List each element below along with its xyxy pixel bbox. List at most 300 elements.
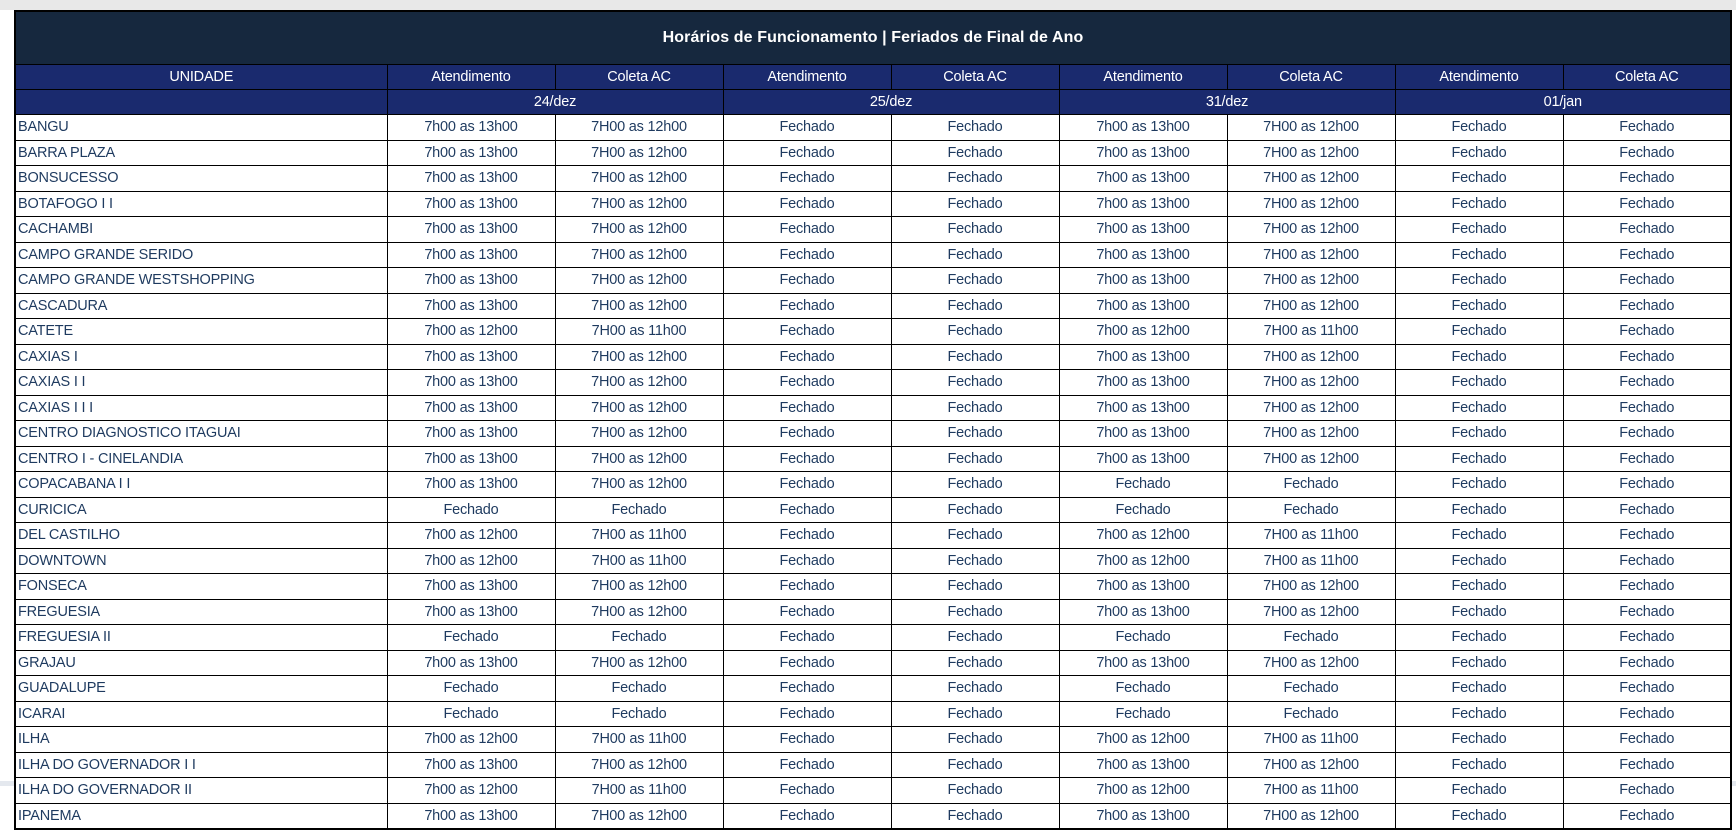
column-header-coleta-ac: Coleta AC [1563,65,1731,90]
hours-cell: Fechado [1395,344,1563,370]
hours-cell: Fechado [891,497,1059,523]
hours-cell: 7h00 as 13h00 [1059,803,1227,829]
hours-cell: 7H00 as 12h00 [555,268,723,294]
table-row [15,166,1731,192]
column-header-row [15,65,1731,90]
hours-cell: 7h00 as 13h00 [1059,650,1227,676]
hours-cell: Fechado [891,727,1059,753]
hours-cell: 7h00 as 12h00 [387,319,555,345]
hours-cell: Fechado [723,191,891,217]
hours-cell: 7H00 as 11h00 [1227,727,1395,753]
hours-cell: Fechado [1395,395,1563,421]
hours-cell: Fechado [891,574,1059,600]
hours-cell: 7h00 as 13h00 [387,599,555,625]
hours-cell: 7H00 as 12h00 [1227,217,1395,243]
hours-cell: Fechado [723,803,891,829]
hours-cell: 7H00 as 12h00 [555,752,723,778]
hours-cell: 7h00 as 12h00 [1059,727,1227,753]
hours-cell: Fechado [1227,625,1395,651]
hours-cell: 7h00 as 13h00 [387,166,555,192]
hours-cell: 7H00 as 12h00 [555,242,723,268]
hours-cell: Fechado [1563,676,1731,702]
hours-cell: Fechado [891,319,1059,345]
hours-cell: Fechado [1563,191,1731,217]
hours-cell: 7H00 as 12h00 [555,370,723,396]
date-group-label: 31/dez [1059,90,1395,115]
hours-cell: 7H00 as 12h00 [555,472,723,498]
hours-cell: Fechado [723,752,891,778]
hours-cell: Fechado [1395,421,1563,447]
table-row [15,217,1731,243]
hours-cell: Fechado [1563,778,1731,804]
table-row [15,650,1731,676]
hours-cell: Fechado [387,625,555,651]
hours-cell: Fechado [1563,803,1731,829]
hours-cell: Fechado [1395,370,1563,396]
table-row [15,676,1731,702]
hours-cell: 7H00 as 12h00 [1227,191,1395,217]
hours-cell: 7H00 as 12h00 [1227,370,1395,396]
hours-cell: Fechado [1395,676,1563,702]
hours-cell: Fechado [1563,727,1731,753]
hours-cell: Fechado [1395,242,1563,268]
table-row [15,497,1731,523]
hours-cell: 7H00 as 12h00 [1227,344,1395,370]
hours-cell: 7h00 as 12h00 [1059,778,1227,804]
hours-cell: 7h00 as 13h00 [387,268,555,294]
hours-cell: Fechado [891,395,1059,421]
hours-cell: 7H00 as 12h00 [555,166,723,192]
unit-name-cell: ILHA [15,727,387,753]
hours-cell: Fechado [1563,217,1731,243]
column-header-coleta-ac: Coleta AC [1227,65,1395,90]
column-header-atendimento: Atendimento [387,65,555,90]
hours-cell: 7h00 as 12h00 [387,727,555,753]
hours-cell: Fechado [1395,599,1563,625]
operating-hours-table [14,10,1732,830]
hours-cell: 7h00 as 12h00 [1059,319,1227,345]
table-row [15,242,1731,268]
hours-cell: 7H00 as 12h00 [555,446,723,472]
unit-name-cell: ILHA DO GOVERNADOR I I [15,752,387,778]
hours-cell: Fechado [723,778,891,804]
hours-cell: 7h00 as 13h00 [387,242,555,268]
hours-cell: 7H00 as 11h00 [1227,319,1395,345]
hours-cell: Fechado [387,497,555,523]
hours-cell: 7h00 as 13h00 [1059,574,1227,600]
hours-cell: Fechado [1227,497,1395,523]
hours-cell: Fechado [1563,548,1731,574]
unit-name-cell: CACHAMBI [15,217,387,243]
hours-cell: 7h00 as 13h00 [387,140,555,166]
table-row [15,548,1731,574]
unit-name-cell: COPACABANA I I [15,472,387,498]
unit-name-cell: CASCADURA [15,293,387,319]
hours-cell: 7h00 as 13h00 [387,446,555,472]
hours-cell: Fechado [723,599,891,625]
hours-cell: 7h00 as 13h00 [387,191,555,217]
hours-cell: Fechado [891,217,1059,243]
hours-cell: 7h00 as 13h00 [1059,217,1227,243]
hours-cell: Fechado [1395,140,1563,166]
hours-cell: 7h00 as 13h00 [387,344,555,370]
hours-cell: Fechado [1563,242,1731,268]
hours-cell: 7h00 as 13h00 [1059,370,1227,396]
hours-cell: 7h00 as 13h00 [387,395,555,421]
hours-cell: Fechado [891,370,1059,396]
table-row [15,523,1731,549]
hours-cell: 7h00 as 13h00 [387,803,555,829]
hours-cell: Fechado [1059,625,1227,651]
hours-cell: Fechado [891,676,1059,702]
date-row-spacer [15,90,387,115]
hours-cell: 7h00 as 13h00 [387,217,555,243]
hours-cell: 7H00 as 12h00 [555,293,723,319]
table-row [15,752,1731,778]
hours-cell: Fechado [723,242,891,268]
hours-cell: 7h00 as 13h00 [387,370,555,396]
hours-cell: 7H00 as 12h00 [555,803,723,829]
hours-cell: Fechado [1563,140,1731,166]
hours-cell: 7H00 as 12h00 [555,395,723,421]
hours-cell: Fechado [723,446,891,472]
hours-cell: Fechado [1563,752,1731,778]
hours-cell: 7h00 as 13h00 [1059,191,1227,217]
hours-cell: 7H00 as 12h00 [1227,293,1395,319]
hours-cell: Fechado [723,523,891,549]
hours-cell: Fechado [723,370,891,396]
hours-cell: 7h00 as 12h00 [387,523,555,549]
hours-cell: 7h00 as 12h00 [387,548,555,574]
hours-cell: 7H00 as 12h00 [1227,650,1395,676]
hours-cell: 7h00 as 13h00 [387,574,555,600]
hours-cell: Fechado [1227,676,1395,702]
table-row [15,140,1731,166]
hours-cell: Fechado [1563,319,1731,345]
date-group-label: 01/jan [1395,90,1731,115]
unit-name-cell: FREGUESIA II [15,625,387,651]
title-row [15,11,1731,65]
unit-name-cell: BANGU [15,115,387,141]
hours-cell: Fechado [1395,293,1563,319]
unit-name-cell: CAXIAS I I I [15,395,387,421]
hours-cell: Fechado [723,727,891,753]
hours-cell: Fechado [1059,676,1227,702]
hours-cell: Fechado [891,268,1059,294]
hours-cell: 7h00 as 13h00 [1059,293,1227,319]
hours-cell: Fechado [1563,370,1731,396]
hours-cell: Fechado [723,217,891,243]
hours-cell: 7h00 as 12h00 [387,778,555,804]
unit-name-cell: FREGUESIA [15,599,387,625]
table-row [15,727,1731,753]
hours-cell: 7H00 as 12h00 [1227,421,1395,447]
hours-cell: 7H00 as 11h00 [555,548,723,574]
hours-cell: 7h00 as 12h00 [1059,548,1227,574]
unit-name-cell: CAMPO GRANDE WESTSHOPPING [15,268,387,294]
hours-cell: Fechado [1395,803,1563,829]
hours-cell: Fechado [891,140,1059,166]
page-top-margin [0,0,1736,10]
hours-cell: Fechado [1563,446,1731,472]
date-group-label: 24/dez [387,90,723,115]
table-row [15,344,1731,370]
unit-name-cell: CENTRO DIAGNOSTICO ITAGUAI [15,421,387,447]
unit-name-cell: CENTRO I - CINELANDIA [15,446,387,472]
hours-cell: 7h00 as 13h00 [387,650,555,676]
hours-cell: 7h00 as 13h00 [1059,752,1227,778]
hours-cell: 7h00 as 13h00 [1059,344,1227,370]
table-row [15,625,1731,651]
date-header-row [15,90,1731,115]
hours-cell: Fechado [1395,446,1563,472]
hours-cell: 7H00 as 12h00 [555,140,723,166]
hours-cell: Fechado [891,523,1059,549]
hours-cell: Fechado [1395,472,1563,498]
table-row [15,701,1731,727]
unit-column-header: UNIDADE [15,65,387,90]
hours-cell: Fechado [1059,701,1227,727]
table-row [15,599,1731,625]
unit-name-cell: CAMPO GRANDE SERIDO [15,242,387,268]
hours-cell: Fechado [723,701,891,727]
column-header-coleta-ac: Coleta AC [891,65,1059,90]
unit-name-cell: BOTAFOGO I I [15,191,387,217]
hours-cell: Fechado [1563,701,1731,727]
table-row [15,268,1731,294]
hours-cell: 7H00 as 12h00 [1227,166,1395,192]
hours-cell: 7h00 as 13h00 [387,115,555,141]
hours-cell: Fechado [387,676,555,702]
table-row [15,319,1731,345]
unit-name-cell: ILHA DO GOVERNADOR II [15,778,387,804]
hours-cell: Fechado [1395,319,1563,345]
hours-cell: 7H00 as 12h00 [1227,599,1395,625]
unit-name-cell: DEL CASTILHO [15,523,387,549]
unit-name-cell: CAXIAS I I [15,370,387,396]
unit-name-cell: IPANEMA [15,803,387,829]
hours-cell: Fechado [1563,472,1731,498]
hours-cell: Fechado [1395,548,1563,574]
unit-name-cell: GUADALUPE [15,676,387,702]
hours-cell: 7H00 as 11h00 [1227,548,1395,574]
hours-cell: Fechado [891,599,1059,625]
hours-cell: Fechado [723,497,891,523]
hours-cell: 7h00 as 13h00 [387,472,555,498]
hours-cell: 7H00 as 11h00 [555,778,723,804]
hours-cell: Fechado [1563,599,1731,625]
unit-name-cell: CAXIAS I [15,344,387,370]
table-row [15,472,1731,498]
hours-cell: Fechado [891,752,1059,778]
unit-name-cell: CATETE [15,319,387,345]
hours-cell: Fechado [555,701,723,727]
hours-cell: Fechado [723,421,891,447]
hours-cell: Fechado [891,803,1059,829]
hours-cell: Fechado [1563,344,1731,370]
hours-cell: Fechado [891,701,1059,727]
hours-cell: Fechado [891,115,1059,141]
hours-cell: 7H00 as 12h00 [555,115,723,141]
hours-cell: Fechado [723,548,891,574]
hours-cell: Fechado [1563,421,1731,447]
hours-cell: Fechado [1563,166,1731,192]
hours-cell: 7h00 as 13h00 [387,421,555,447]
hours-cell: Fechado [723,625,891,651]
hours-cell: Fechado [1563,523,1731,549]
unit-name-cell: GRAJAU [15,650,387,676]
hours-cell: 7h00 as 13h00 [1059,115,1227,141]
page-title: Horários de Funcionamento | Feriados de Final de Ano [15,11,1731,65]
hours-cell: Fechado [723,293,891,319]
hours-cell: Fechado [1395,625,1563,651]
hours-cell: 7H00 as 12h00 [1227,140,1395,166]
hours-cell: Fechado [1395,752,1563,778]
hours-cell: Fechado [723,472,891,498]
table-row [15,803,1731,829]
hours-cell: Fechado [723,574,891,600]
table-row [15,293,1731,319]
hours-cell: Fechado [1563,115,1731,141]
date-group-label: 25/dez [723,90,1059,115]
hours-cell: 7H00 as 11h00 [1227,523,1395,549]
hours-cell: 7H00 as 12h00 [1227,268,1395,294]
hours-cell: 7H00 as 12h00 [555,344,723,370]
hours-cell: Fechado [723,395,891,421]
hours-cell: 7H00 as 12h00 [1227,242,1395,268]
unit-name-cell: CURICICA [15,497,387,523]
hours-cell: 7H00 as 12h00 [1227,115,1395,141]
hours-cell: Fechado [555,625,723,651]
hours-cell: 7H00 as 12h00 [1227,752,1395,778]
hours-cell: 7h00 as 13h00 [1059,421,1227,447]
hours-cell: 7h00 as 13h00 [1059,599,1227,625]
table-row [15,115,1731,141]
table-row [15,421,1731,447]
table-row [15,191,1731,217]
hours-cell: Fechado [1395,217,1563,243]
hours-cell: Fechado [1563,497,1731,523]
unit-name-cell: ICARAI [15,701,387,727]
hours-cell: 7h00 as 12h00 [1059,523,1227,549]
hours-cell: Fechado [1395,497,1563,523]
hours-cell: 7h00 as 13h00 [387,293,555,319]
hours-cell: Fechado [891,446,1059,472]
unit-name-cell: FONSECA [15,574,387,600]
hours-cell: Fechado [1563,625,1731,651]
hours-cell: 7H00 as 12h00 [555,217,723,243]
hours-cell: Fechado [891,548,1059,574]
hours-cell: Fechado [1059,472,1227,498]
hours-cell: Fechado [723,319,891,345]
hours-cell: 7h00 as 13h00 [1059,242,1227,268]
hours-cell: Fechado [891,191,1059,217]
hours-cell: Fechado [891,293,1059,319]
column-header-atendimento: Atendimento [1059,65,1227,90]
hours-cell: Fechado [387,701,555,727]
hours-cell: Fechado [1563,268,1731,294]
hours-cell: 7H00 as 11h00 [555,727,723,753]
hours-cell: 7h00 as 13h00 [1059,268,1227,294]
hours-cell: Fechado [1395,701,1563,727]
hours-cell: Fechado [723,650,891,676]
hours-cell: 7H00 as 11h00 [1227,778,1395,804]
hours-cell: Fechado [1227,701,1395,727]
column-header-coleta-ac: Coleta AC [555,65,723,90]
hours-cell: Fechado [1395,574,1563,600]
hours-cell: 7H00 as 12h00 [555,191,723,217]
hours-cell: Fechado [1563,395,1731,421]
hours-cell: Fechado [891,421,1059,447]
hours-cell: 7H00 as 12h00 [1227,446,1395,472]
table-row [15,574,1731,600]
table-row [15,778,1731,804]
hours-cell: Fechado [723,140,891,166]
hours-cell: Fechado [1563,293,1731,319]
hours-cell: Fechado [723,676,891,702]
hours-cell: Fechado [1395,191,1563,217]
hours-cell: 7h00 as 13h00 [387,752,555,778]
unit-name-cell: DOWNTOWN [15,548,387,574]
hours-cell: Fechado [723,115,891,141]
hours-cell: Fechado [1395,166,1563,192]
hours-cell: Fechado [891,344,1059,370]
column-header-atendimento: Atendimento [1395,65,1563,90]
table-row [15,446,1731,472]
hours-cell: Fechado [1059,497,1227,523]
hours-cell: 7H00 as 12h00 [1227,395,1395,421]
hours-cell: Fechado [555,676,723,702]
hours-cell: Fechado [555,497,723,523]
unit-name-cell: BONSUCESSO [15,166,387,192]
hours-cell: 7H00 as 12h00 [555,599,723,625]
hours-cell: Fechado [891,625,1059,651]
hours-cell: Fechado [891,166,1059,192]
hours-cell: 7h00 as 13h00 [1059,166,1227,192]
hours-cell: Fechado [1395,727,1563,753]
hours-cell: 7h00 as 13h00 [1059,395,1227,421]
schedule-sheet [14,10,1730,830]
hours-cell: Fechado [723,268,891,294]
hours-cell: 7H00 as 11h00 [555,523,723,549]
hours-cell: 7h00 as 13h00 [1059,140,1227,166]
column-header-atendimento: Atendimento [723,65,891,90]
hours-cell: Fechado [723,344,891,370]
hours-cell: Fechado [1395,650,1563,676]
hours-cell: Fechado [1227,472,1395,498]
unit-name-cell: BARRA PLAZA [15,140,387,166]
hours-cell: 7H00 as 11h00 [555,319,723,345]
hours-cell: Fechado [1395,778,1563,804]
hours-cell: Fechado [1563,650,1731,676]
hours-cell: Fechado [891,242,1059,268]
hours-cell: Fechado [891,472,1059,498]
hours-cell: Fechado [1395,115,1563,141]
hours-cell: 7H00 as 12h00 [555,421,723,447]
hours-cell: 7H00 as 12h00 [1227,574,1395,600]
hours-cell: Fechado [1395,523,1563,549]
hours-cell: 7H00 as 12h00 [1227,803,1395,829]
hours-cell: Fechado [1395,268,1563,294]
table-row [15,395,1731,421]
table-row [15,370,1731,396]
hours-cell: Fechado [891,778,1059,804]
hours-cell: 7H00 as 12h00 [555,650,723,676]
hours-cell: Fechado [891,650,1059,676]
hours-cell: Fechado [1563,574,1731,600]
hours-cell: 7H00 as 12h00 [555,574,723,600]
hours-cell: 7h00 as 13h00 [1059,446,1227,472]
